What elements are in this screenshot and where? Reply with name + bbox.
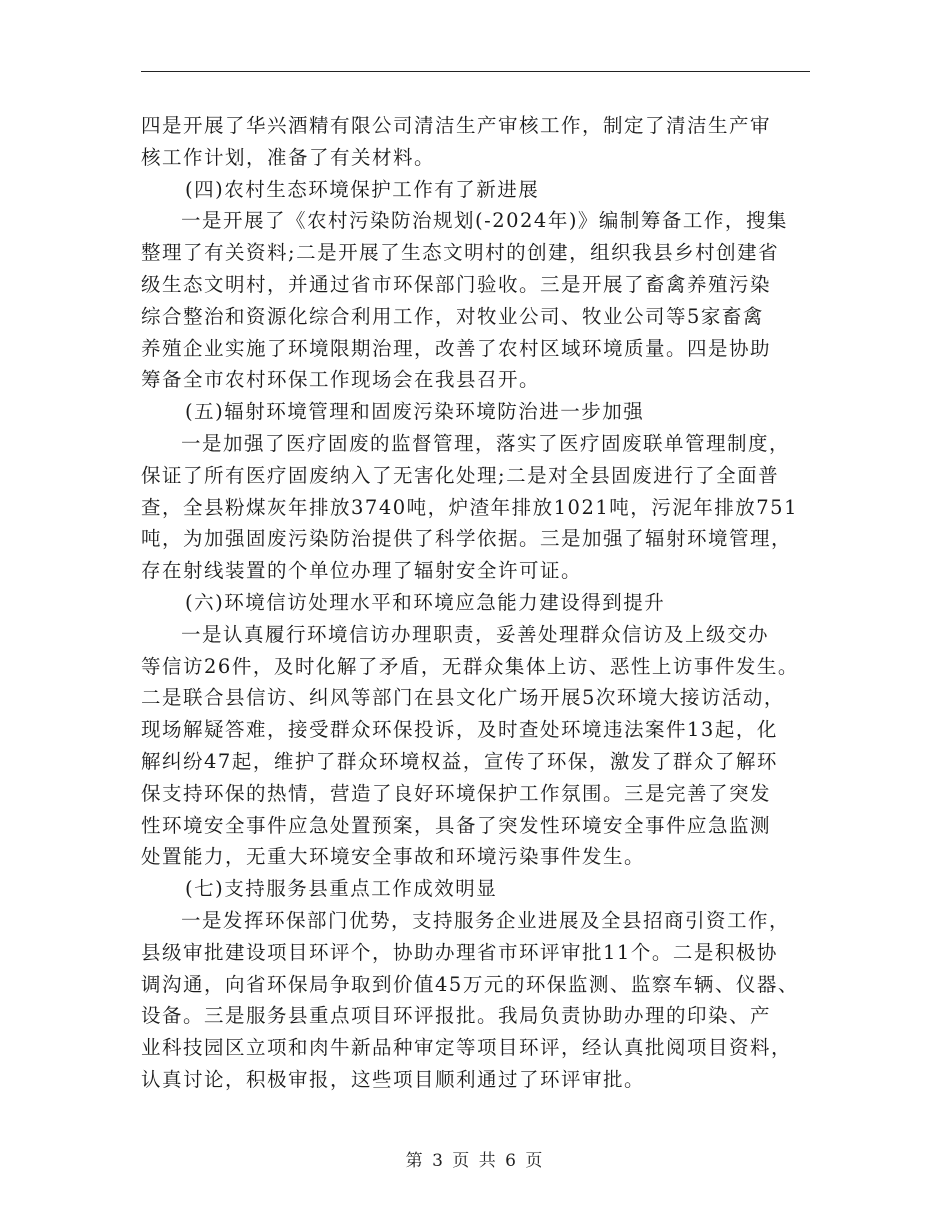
text-line: 级生态文明村，并通过省市环保部门验收。三是开展了畜禽养殖污染 [141, 272, 772, 296]
text-line: 核工作计划，准备了有关材料。 [141, 145, 436, 169]
text-line: 现场解疑答难，接受群众环保投诉，及时查处环境违法案件13起，化 [141, 718, 778, 742]
paragraph-start: 一是发挥环保部门优势，支持服务企业进展及全县招商引资工作， [181, 908, 791, 932]
text-line: 调沟通，向省环保局争取到价值45万元的环保监测、监察车辆、仪器、 [141, 972, 799, 996]
text-line: 保支持环保的热情，营造了良好环境保护工作氛围。三是完善了突发 [141, 781, 772, 805]
paragraph-start: 一是开展了《农村污染防治规划(-2024年)》编制筹备工作，搜集 [181, 209, 788, 233]
text-line: 吨，为加强固废污染防治提供了科学依据。三是加强了辐射环境管理， [141, 527, 793, 551]
text-line: 二是联合县信访、纠风等部门在县文化广场开展5次环境大接访活动， [141, 686, 785, 710]
paragraph-start: 一是加强了医疗固废的监督管理，落实了医疗固废联单管理制度， [181, 431, 791, 455]
text-line: 综合整治和资源化综合利用工作，对牧业公司、牧业公司等5家畜禽 [141, 304, 764, 328]
section-heading-7: (七)支持服务县重点工作成效明显 [185, 877, 498, 901]
text-line: 业科技园区立项和肉牛新品种审定等项目环评，经认真批阅项目资料， [141, 1036, 793, 1060]
section-heading-5: (五)辐射环境管理和固废污染环境防治进一步加强 [185, 400, 645, 424]
text-line: 解纠纷47起，维护了群众环境权益，宣传了环保，激发了群众了解环 [141, 749, 778, 773]
text-line: 等信访26件，及时化解了矛盾，无群众集体上访、恶性上访事件发生。 [141, 654, 799, 678]
text-line: 性环境安全事件应急处置预案，具备了突发性环境安全事件应急监测 [141, 813, 772, 837]
text-line: 整理了有关资料;二是开展了生态文明村的创建，组织我县乡村创建省 [141, 241, 780, 265]
text-line: 设备。三是服务县重点项目环评报批。我局负责协助办理的印染、产 [141, 1004, 772, 1028]
text-line: 查，全县粉煤灰年排放3740吨，炉渣年排放1021吨，污泥年排放751 [141, 495, 798, 519]
header-rule [141, 71, 810, 72]
paragraph-start: 一是认真履行环境信访办理职责，妥善处理群众信访及上级交办 [181, 622, 770, 646]
document-body [141, 110, 811, 1096]
section-heading-6: (六)环境信访处理水平和环境应急能力建设得到提升 [185, 590, 666, 614]
text-line: 存在射线装置的个单位办理了辐射安全许可证。 [141, 559, 583, 583]
text-line: 认真讨论，积极审报，这些项目顺利通过了环评审批。 [141, 1067, 646, 1091]
text-line: 保证了所有医疗固废纳入了无害化处理;二是对全县固废进行了全面普 [141, 463, 780, 487]
text-line: 处置能力，无重大环境安全事故和环境污染事件发生。 [141, 845, 646, 869]
text-line: 四是开展了华兴酒精有限公司清洁生产审核工作，制定了清洁生产审 [141, 114, 772, 137]
text-line: 养殖企业实施了环境限期治理，改善了农村区域环境质量。四是协助 [141, 336, 772, 360]
text-line: 县级审批建设项目环评个，协助办理省市环评审批11个。二是积极协 [141, 940, 778, 964]
section-heading-4: (四)农村生态环境保护工作有了新进展 [185, 177, 540, 201]
text-line: 筹备全市农村环保工作现场会在我县召开。 [141, 368, 541, 392]
page-number-footer: 第 3 页 共 6 页 [405, 1151, 545, 1171]
